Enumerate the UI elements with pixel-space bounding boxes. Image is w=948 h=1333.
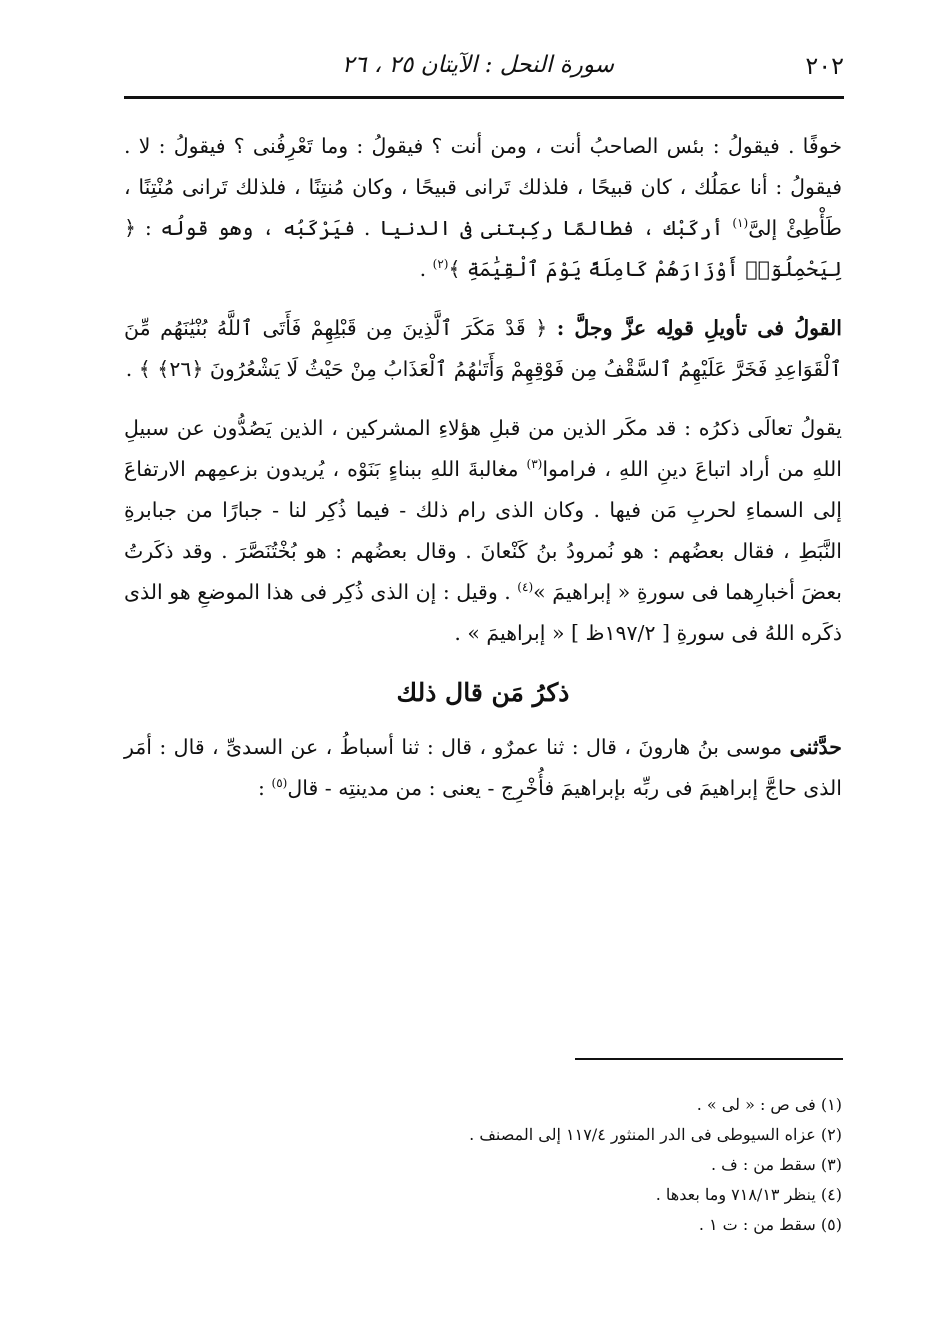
- paragraph-4: [124, 727, 842, 809]
- paragraph-1-text: خوفًا . فيقولُ : بئس الصاحبُ أنت ، ومن أنت ؟ فيقولُ : وما تَعْرِفُنى ؟ فيقولُ : لا . فيقولُ : أنا عمَلُك ، كان قبيحًا ، فلذلك تَرانى قبيحًا ، وكان مُنتِنًا ، فلذلك تَرانى مُنْتِنًا ، طَأْطِئْ إلىَّ: [124, 134, 842, 240]
- paragraph-3-text-a: يقولُ تعالَى ذكرُه : قد مكَر الذين من قبلِ هؤلاءِ المشركين ، الذين يَصُدُّون عن سبيلِ اللهِ من أراد اتباعَ دينِ اللهِ ، فراموا: [124, 416, 842, 481]
- header-rule: [124, 96, 844, 99]
- running-title: سورة النحل : الآيتان ٢٥ ، ٢٦: [341, 52, 614, 78]
- footnote-rule: [575, 1058, 843, 1060]
- footnote-3: (٣) سقط من : ف .: [710, 1155, 842, 1174]
- paragraph-2: [124, 308, 842, 390]
- commentary-lead: القولُ فى تأويلِ قولِه عزَّ وجلَّ :: [556, 316, 842, 340]
- page-header: [124, 46, 844, 86]
- footnote-1: (١) فى ص : « لى » .: [696, 1095, 842, 1114]
- main-text: [124, 126, 842, 809]
- section-heading: ذكرُ مَن قال ذلك: [396, 678, 570, 707]
- page-number: ٢٠٢: [805, 52, 844, 80]
- footnotes: [124, 1090, 842, 1240]
- footnote-5: (٥) سقط من : ت ١ .: [698, 1215, 842, 1234]
- footnote-2: (٢) عزاه السيوطى فى الدر المنثور ١١٧/٤ إلى المصنف .: [469, 1125, 842, 1144]
- quran-verse: ﴿ قَدْ مَكَرَ ٱلَّذِينَ مِن قَبْلِهِمْ فَأَتَى ٱللَّهُ بُنْيَٰنَهُم مِّنَ ٱلْقَوَاعِدِ فَخَرَّ عَلَيْهِمُ ٱلسَّقْفُ مِن فَوْقِهِمْ وَأَتَىٰهُمُ ٱلْعَذَابُ مِنْ حَيْثُ لَا يَشْعُرُونَ ﴿٢٦﴾ ﴾ .: [124, 316, 842, 381]
- footnote-ref-5: (٥): [271, 776, 288, 791]
- footnote-ref-3: (٣): [526, 457, 543, 472]
- paragraph-1: [124, 126, 842, 290]
- paragraph-3-text-b: مغالبةَ اللهِ ببناءٍ بَنَوْه ، يُريدون بزعمِهم الارتفاعَ إلى السماءِ لحربِ مَن فيها . وكان الذى رام ذلك - فيما ذُكِر لنا - جبارًا من جبابرةِ النَّبَطِ ، فقال بعضُهم : هو نُمرودُ بنُ كَنْعانَ . وقال بعضُهم : هو بُخْتُنَصَّرَ . وقد ذكَرتُ بعضَ أخبارِهما فى سورةِ « إبراهيمَ »: [124, 457, 842, 604]
- paragraph-1-end: .: [419, 257, 427, 281]
- paragraph-4-end: :: [258, 776, 265, 800]
- footnote-ref-1: (١): [732, 216, 749, 231]
- footnote-ref-4: (٤): [517, 580, 534, 595]
- narration-lead: حدَّثنى: [789, 735, 842, 759]
- paragraph-1-continued: أركَبْك ، فطالمًا ركِبتنى فى الدنيا . فيَرْكَبُه ، وهو قولُه : ﴿ لِيَحْمِلُوٓا۟ أَوْزَارَهُمْ كَامِلَةً يَوْمَ ٱلْقِيَٰمَةِ ﴾: [124, 216, 842, 281]
- paragraph-3-text-c: . وقيل : إن الذى ذُكِر فى هذا الموضعِ هو الذى ذكَره اللهُ فى سورةِ [ ١٩٧/٢ظ ] « إبراهيمَ » .: [124, 580, 842, 645]
- footnote-4: (٤) ينظر ٧١٨/١٣ وما بعدها .: [655, 1185, 842, 1204]
- paragraph-4-text: موسى بنُ هارونَ ، قال : ثنا عمرٌو ، قال : ثنا أسباطُ ، عن السدىِّ ، قال : أمَر الذى حاجَّ إبراهيمَ فى ربِّه بإبراهيمَ فأُخْرِج - يعنى : من مدينتِه - قال: [124, 735, 842, 800]
- footnote-ref-2: (٢): [432, 257, 449, 272]
- paragraph-3: [124, 408, 842, 654]
